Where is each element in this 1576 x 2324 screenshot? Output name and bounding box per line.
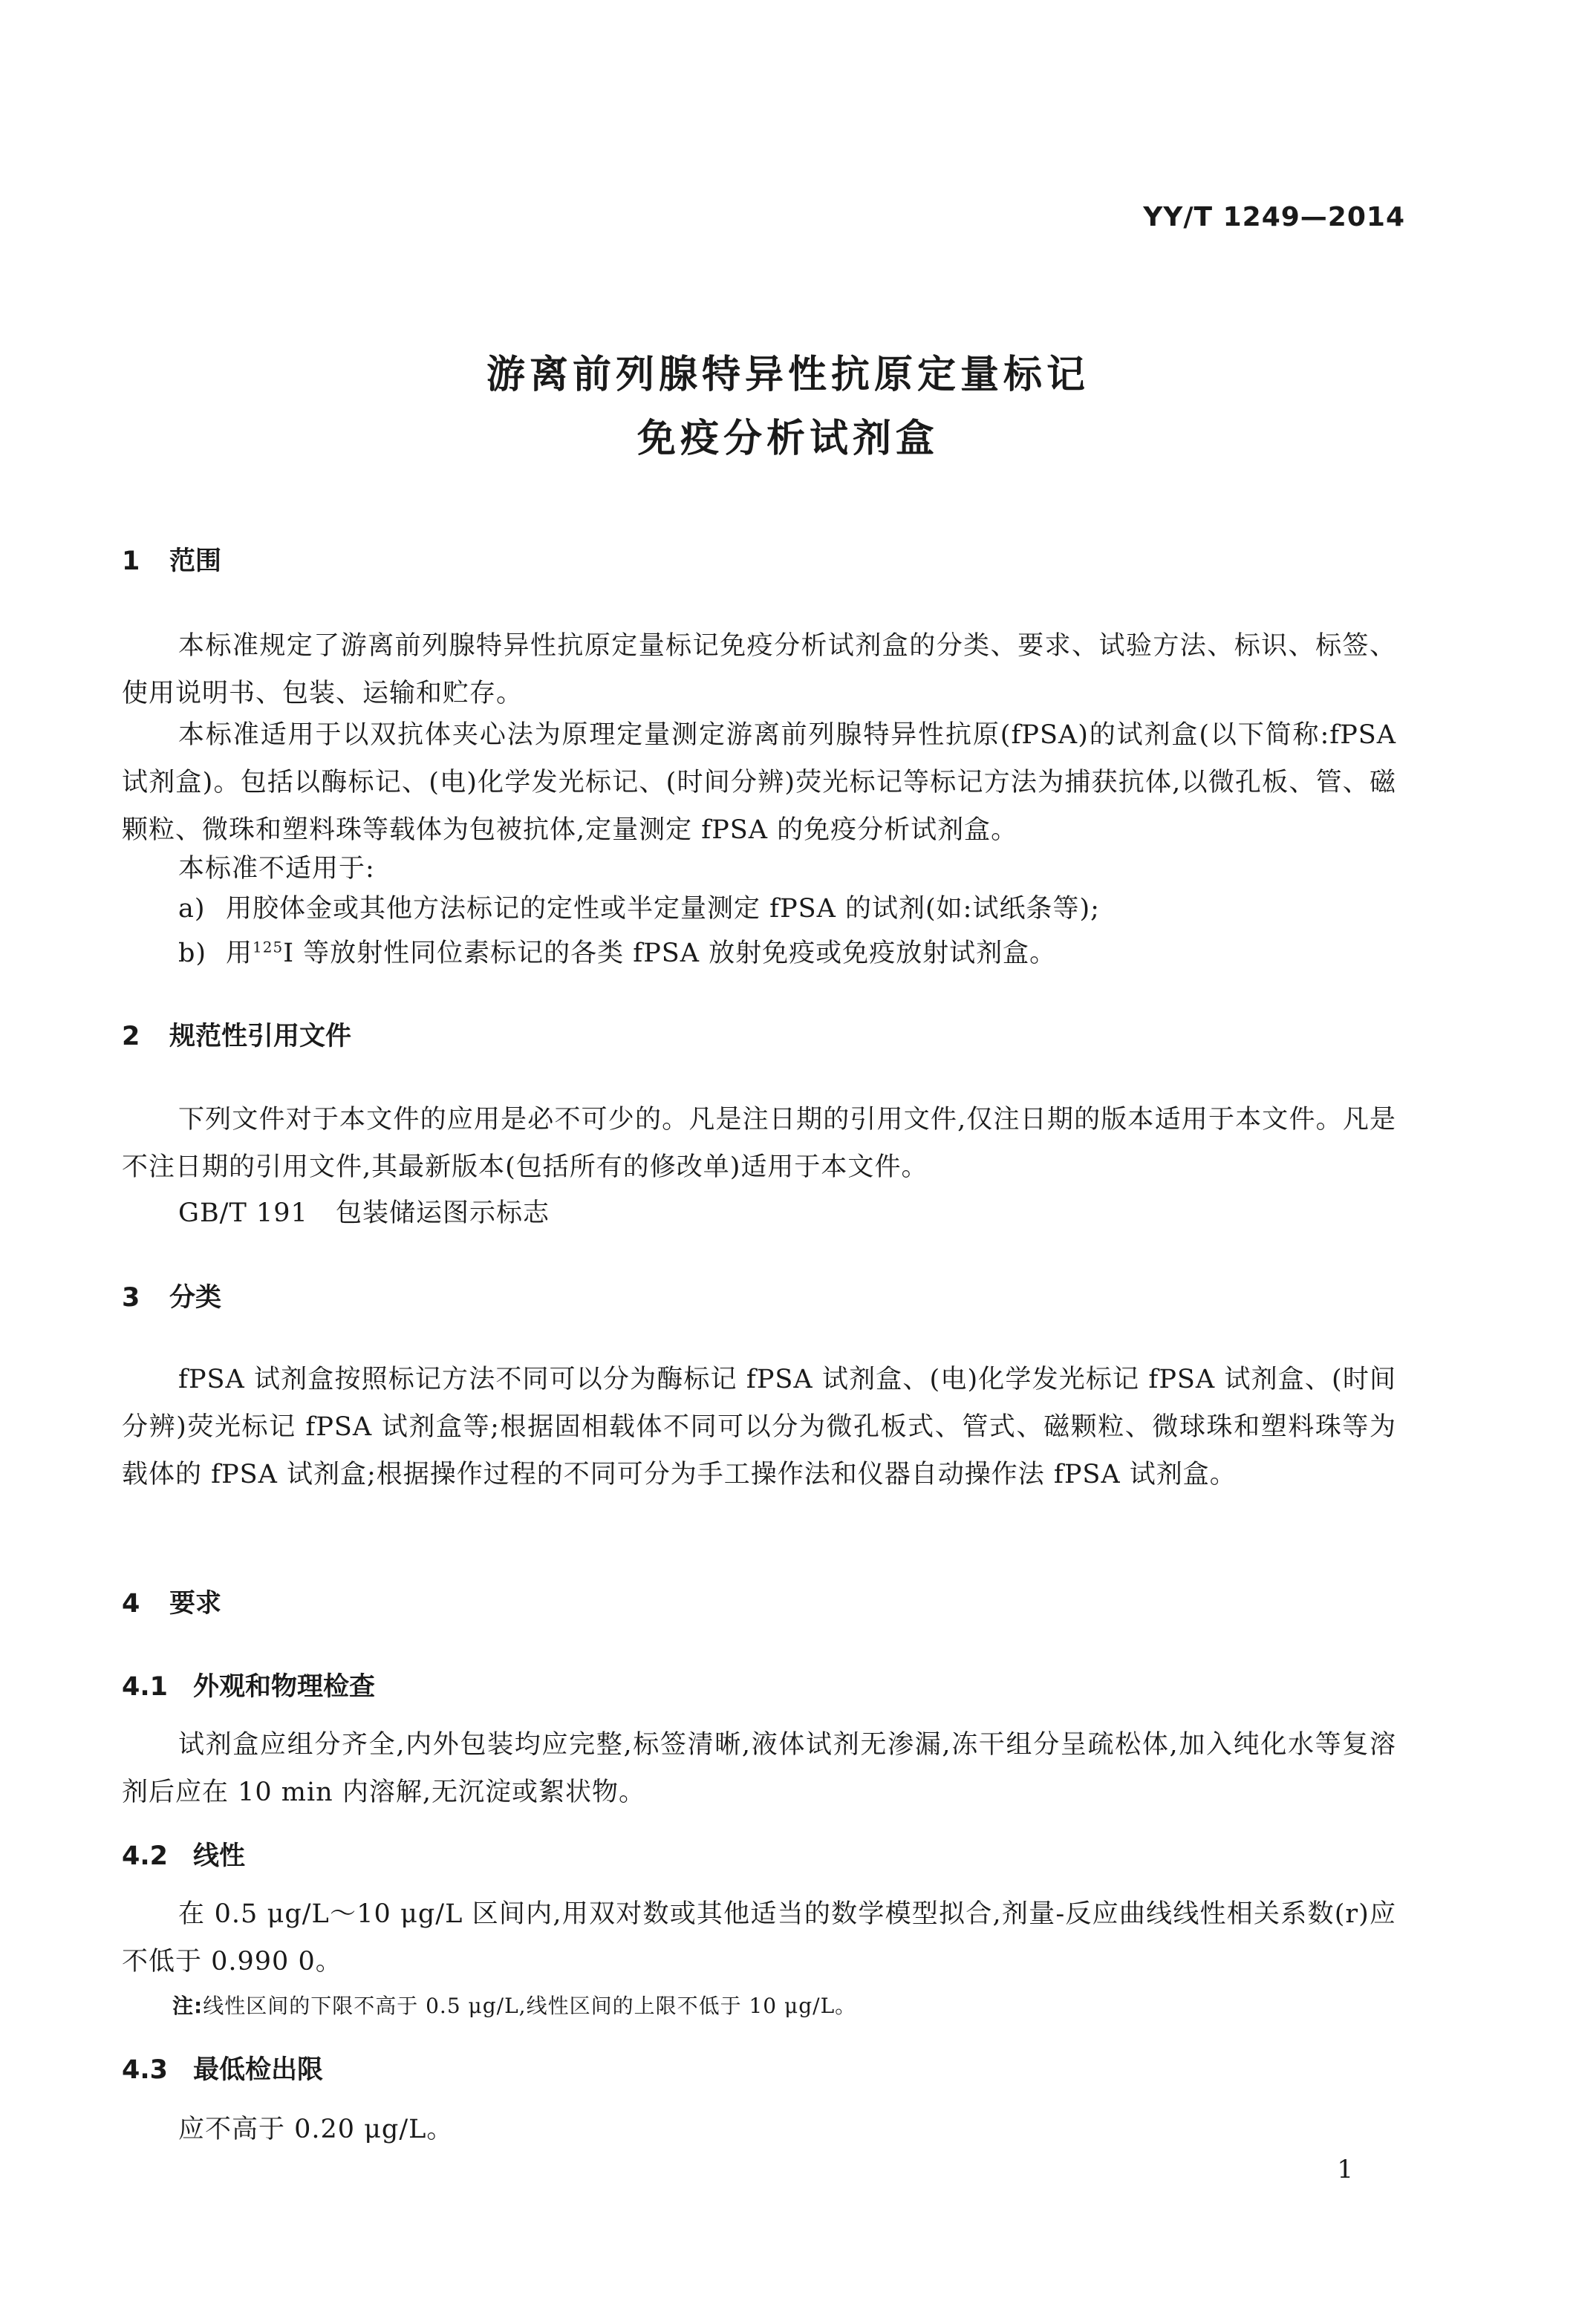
section-title: 线性 [193, 1841, 246, 1871]
section-title: 外观和物理检查 [193, 1672, 376, 1702]
section-4-3-paragraph: 应不高于 0.20 μg/L。 [178, 2115, 454, 2144]
reference-code: GB/T 191 [178, 1198, 308, 1228]
section-number: 3 [122, 1283, 140, 1313]
list-text-post: I 等放射性同位素标记的各类 fPSA 放射免疫或免疫放射试剂盒。 [283, 939, 1057, 968]
section-3-heading [122, 1277, 221, 1314]
section-number: 4.1 [122, 1672, 169, 1702]
section-2-heading [122, 1016, 351, 1053]
section-3-paragraph-1: fPSA 试剂盒按照标记方法不同可以分为酶标记 fPSA 试剂盒、(电)化学发光标记 fPSA 试剂盒、(时间分辨)荧光标记 fPSA 试剂盒等;根据固相载体不同可以分为微孔板式、管式、磁颗粒、微球珠和塑料珠等为载体的 fPSA 试剂盒;根据操作过程的不同可分为手工操作法和仪器自动操作法 fPSA 试剂盒。 [122, 1365, 1396, 1489]
section-4-3-heading [122, 2049, 323, 2086]
note-text: 线性区间的下限不高于 0.5 μg/L,线性区间的上限不低于 10 μg/L。 [203, 1994, 857, 2018]
page-number: 1 [1337, 2155, 1353, 2184]
list-text: 用胶体金或其他方法标记的定性或半定量测定 fPSA 的试剂(如:试纸条等); [226, 894, 1100, 924]
section-4-1-paragraph: 试剂盒应组分齐全,内外包装均应完整,标签清晰,液体试剂无渗漏,冻干组分呈疏松体,加入纯化水等复溶剂后应在 10 min 内溶解,无沉淀或絮状物。 [122, 1730, 1396, 1807]
standard-code: YY/T 1249—2014 [1143, 202, 1405, 232]
section-number: 2 [122, 1022, 140, 1051]
section-title: 要求 [169, 1589, 222, 1619]
section-number: 4.3 [122, 2055, 169, 2085]
section-2-paragraph-1: 下列文件对于本文件的应用是必不可少的。凡是注日期的引用文件,仅注日期的版本适用于本文件。凡是不注日期的引用文件,其最新版本(包括所有的修改单)适用于本文件。 [122, 1105, 1396, 1182]
section-4-2-heading [122, 1835, 245, 1873]
section-4-heading [122, 1583, 221, 1620]
list-label: b) [178, 939, 207, 968]
section-1-paragraph-3: 本标准不适用于: [178, 854, 375, 884]
section-4-2-note [172, 1990, 856, 2020]
section-number: 4.2 [122, 1841, 169, 1871]
note-label: 注: [172, 1994, 203, 2018]
normative-reference [178, 1192, 550, 1230]
section-title: 最低检出限 [193, 2055, 324, 2085]
section-1-heading [122, 541, 221, 578]
section-title: 分类 [169, 1283, 222, 1313]
document-title-line1: 游离前列腺特异性抗原定量标记 [486, 353, 1090, 397]
section-title: 规范性引用文件 [169, 1022, 352, 1051]
section-1-paragraph-2: 本标准适用于以双抗体夹心法为原理定量测定游离前列腺特异性抗原(fPSA)的试剂盒(以下简称:fPSA 试剂盒)。包括以酶标记、(电)化学发光标记、(时间分辨)荧光标记等标记方法为捕获抗体,以微孔板、管、磁颗粒、微珠和塑料珠等载体为包被抗体,定量测定 fPSA 的免疫分析试剂盒。 [122, 720, 1396, 845]
section-number: 1 [122, 546, 140, 576]
isotope-superscript: 125 [253, 938, 284, 956]
list-item-b [178, 933, 1056, 970]
reference-title: 包装储运图示标志 [336, 1198, 550, 1228]
list-item-a [178, 888, 1100, 925]
document-title-line2: 免疫分析试剂盒 [636, 417, 939, 461]
list-label: a) [178, 894, 206, 924]
section-4-2-paragraph: 在 0.5 μg/L～10 μg/L 区间内,用双对数或其他适当的数学模型拟合,剂量-反应曲线线性相关系数(r)应不低于 0.990 0。 [122, 1899, 1396, 1977]
list-text-pre: 用 [226, 939, 253, 968]
section-number: 4 [122, 1589, 140, 1619]
section-title: 范围 [169, 546, 222, 576]
section-4-1-heading [122, 1666, 375, 1703]
section-1-paragraph-1: 本标准规定了游离前列腺特异性抗原定量标记免疫分析试剂盒的分类、要求、试验方法、标识、标签、使用说明书、包装、运输和贮存。 [122, 631, 1396, 708]
